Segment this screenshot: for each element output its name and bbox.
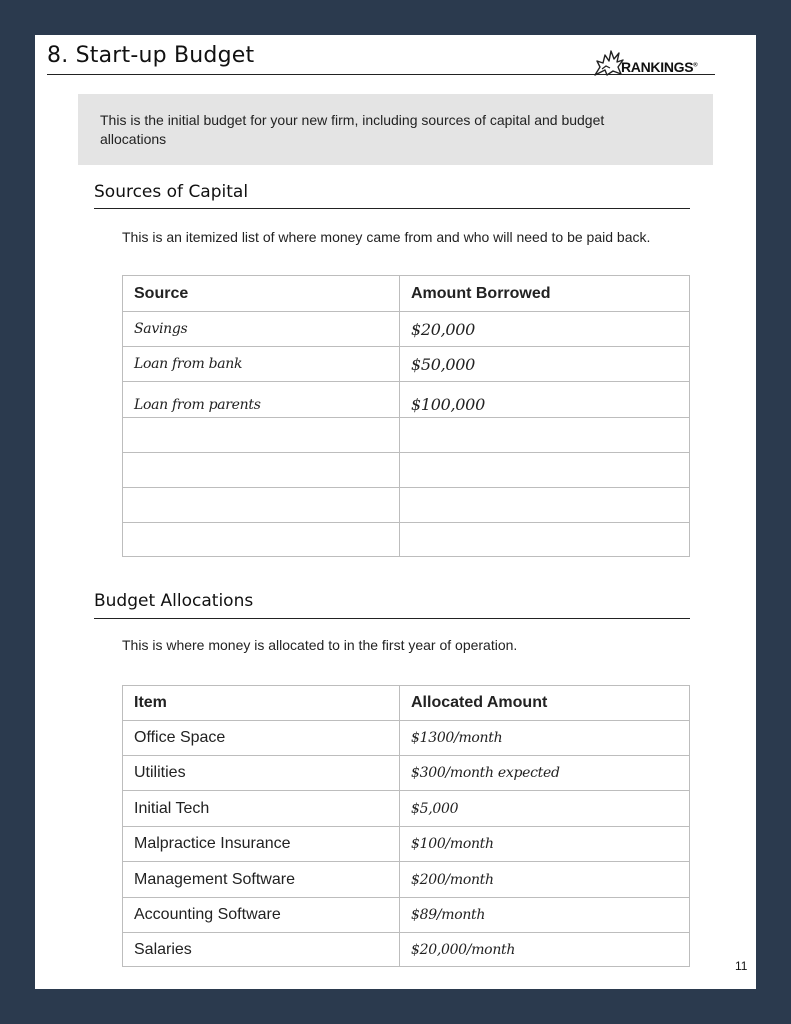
amount-cell: $20,000/month xyxy=(400,933,690,967)
source-cell: Savings xyxy=(123,312,400,347)
table-header-row xyxy=(123,686,690,721)
amount-cell: $100,000 xyxy=(400,382,690,418)
item-cell: Office Space xyxy=(123,721,400,756)
rankings-logo xyxy=(591,47,697,77)
item-cell: Management Software xyxy=(123,862,400,898)
capital-section-description: This is an itemized list of where money came from and who will need to be paid back. xyxy=(122,229,651,245)
allocations-section-title: Budget Allocations xyxy=(94,591,254,611)
table-row xyxy=(123,862,690,898)
table-row xyxy=(123,523,690,557)
intro-box xyxy=(78,94,713,165)
source-cell xyxy=(123,523,400,557)
amount-cell: $1300/month xyxy=(400,721,690,756)
capital-section-title: Sources of Capital xyxy=(94,182,249,202)
column-header-item: Item xyxy=(123,686,400,721)
column-header-amount-borrowed: Amount Borrowed xyxy=(400,276,690,312)
table-row xyxy=(123,488,690,523)
table-row xyxy=(123,312,690,347)
document-page xyxy=(35,35,756,989)
intro-text: This is the initial budget for your new firm, including sources of capital and budget allocations xyxy=(100,112,605,147)
source-cell: Loan from bank xyxy=(123,347,400,382)
table-row xyxy=(123,791,690,827)
amount-cell xyxy=(400,523,690,557)
source-cell xyxy=(123,488,400,523)
source-cell xyxy=(123,453,400,488)
column-header-source: Source xyxy=(123,276,400,312)
allocations-section-divider xyxy=(94,618,690,619)
column-header-allocated-amount: Allocated Amount xyxy=(400,686,690,721)
table-row xyxy=(123,827,690,862)
table-row xyxy=(123,347,690,382)
amount-cell: $100/month xyxy=(400,827,690,862)
page-title: 8. Start-up Budget xyxy=(47,43,255,68)
amount-cell: $50,000 xyxy=(400,347,690,382)
amount-cell: $89/month xyxy=(400,898,690,933)
table-header-row xyxy=(123,276,690,312)
item-cell: Accounting Software xyxy=(123,898,400,933)
table-row xyxy=(123,721,690,756)
source-cell xyxy=(123,418,400,453)
source-cell: Loan from parents xyxy=(123,382,400,418)
capital-table xyxy=(122,275,690,557)
amount-cell: $20,000 xyxy=(400,312,690,347)
allocations-section-description: This is where money is allocated to in the first year of operation. xyxy=(122,637,518,653)
page-number: 11 xyxy=(735,959,748,973)
item-cell: Salaries xyxy=(123,933,400,967)
table-row xyxy=(123,898,690,933)
table-row xyxy=(123,453,690,488)
item-cell: Malpractice Insurance xyxy=(123,827,400,862)
amount-cell: $300/month expected xyxy=(400,756,690,791)
amount-cell: $200/month xyxy=(400,862,690,898)
griffin-icon xyxy=(591,47,625,77)
table-row xyxy=(123,756,690,791)
capital-section-divider xyxy=(94,208,690,209)
amount-cell xyxy=(400,453,690,488)
item-cell: Utilities xyxy=(123,756,400,791)
amount-cell xyxy=(400,488,690,523)
table-row xyxy=(123,418,690,453)
allocations-table xyxy=(122,685,690,967)
table-row xyxy=(123,382,690,418)
logo-wordmark: RANKINGS® xyxy=(621,59,698,75)
amount-cell: $5,000 xyxy=(400,791,690,827)
amount-cell xyxy=(400,418,690,453)
table-row xyxy=(123,933,690,967)
item-cell: Initial Tech xyxy=(123,791,400,827)
